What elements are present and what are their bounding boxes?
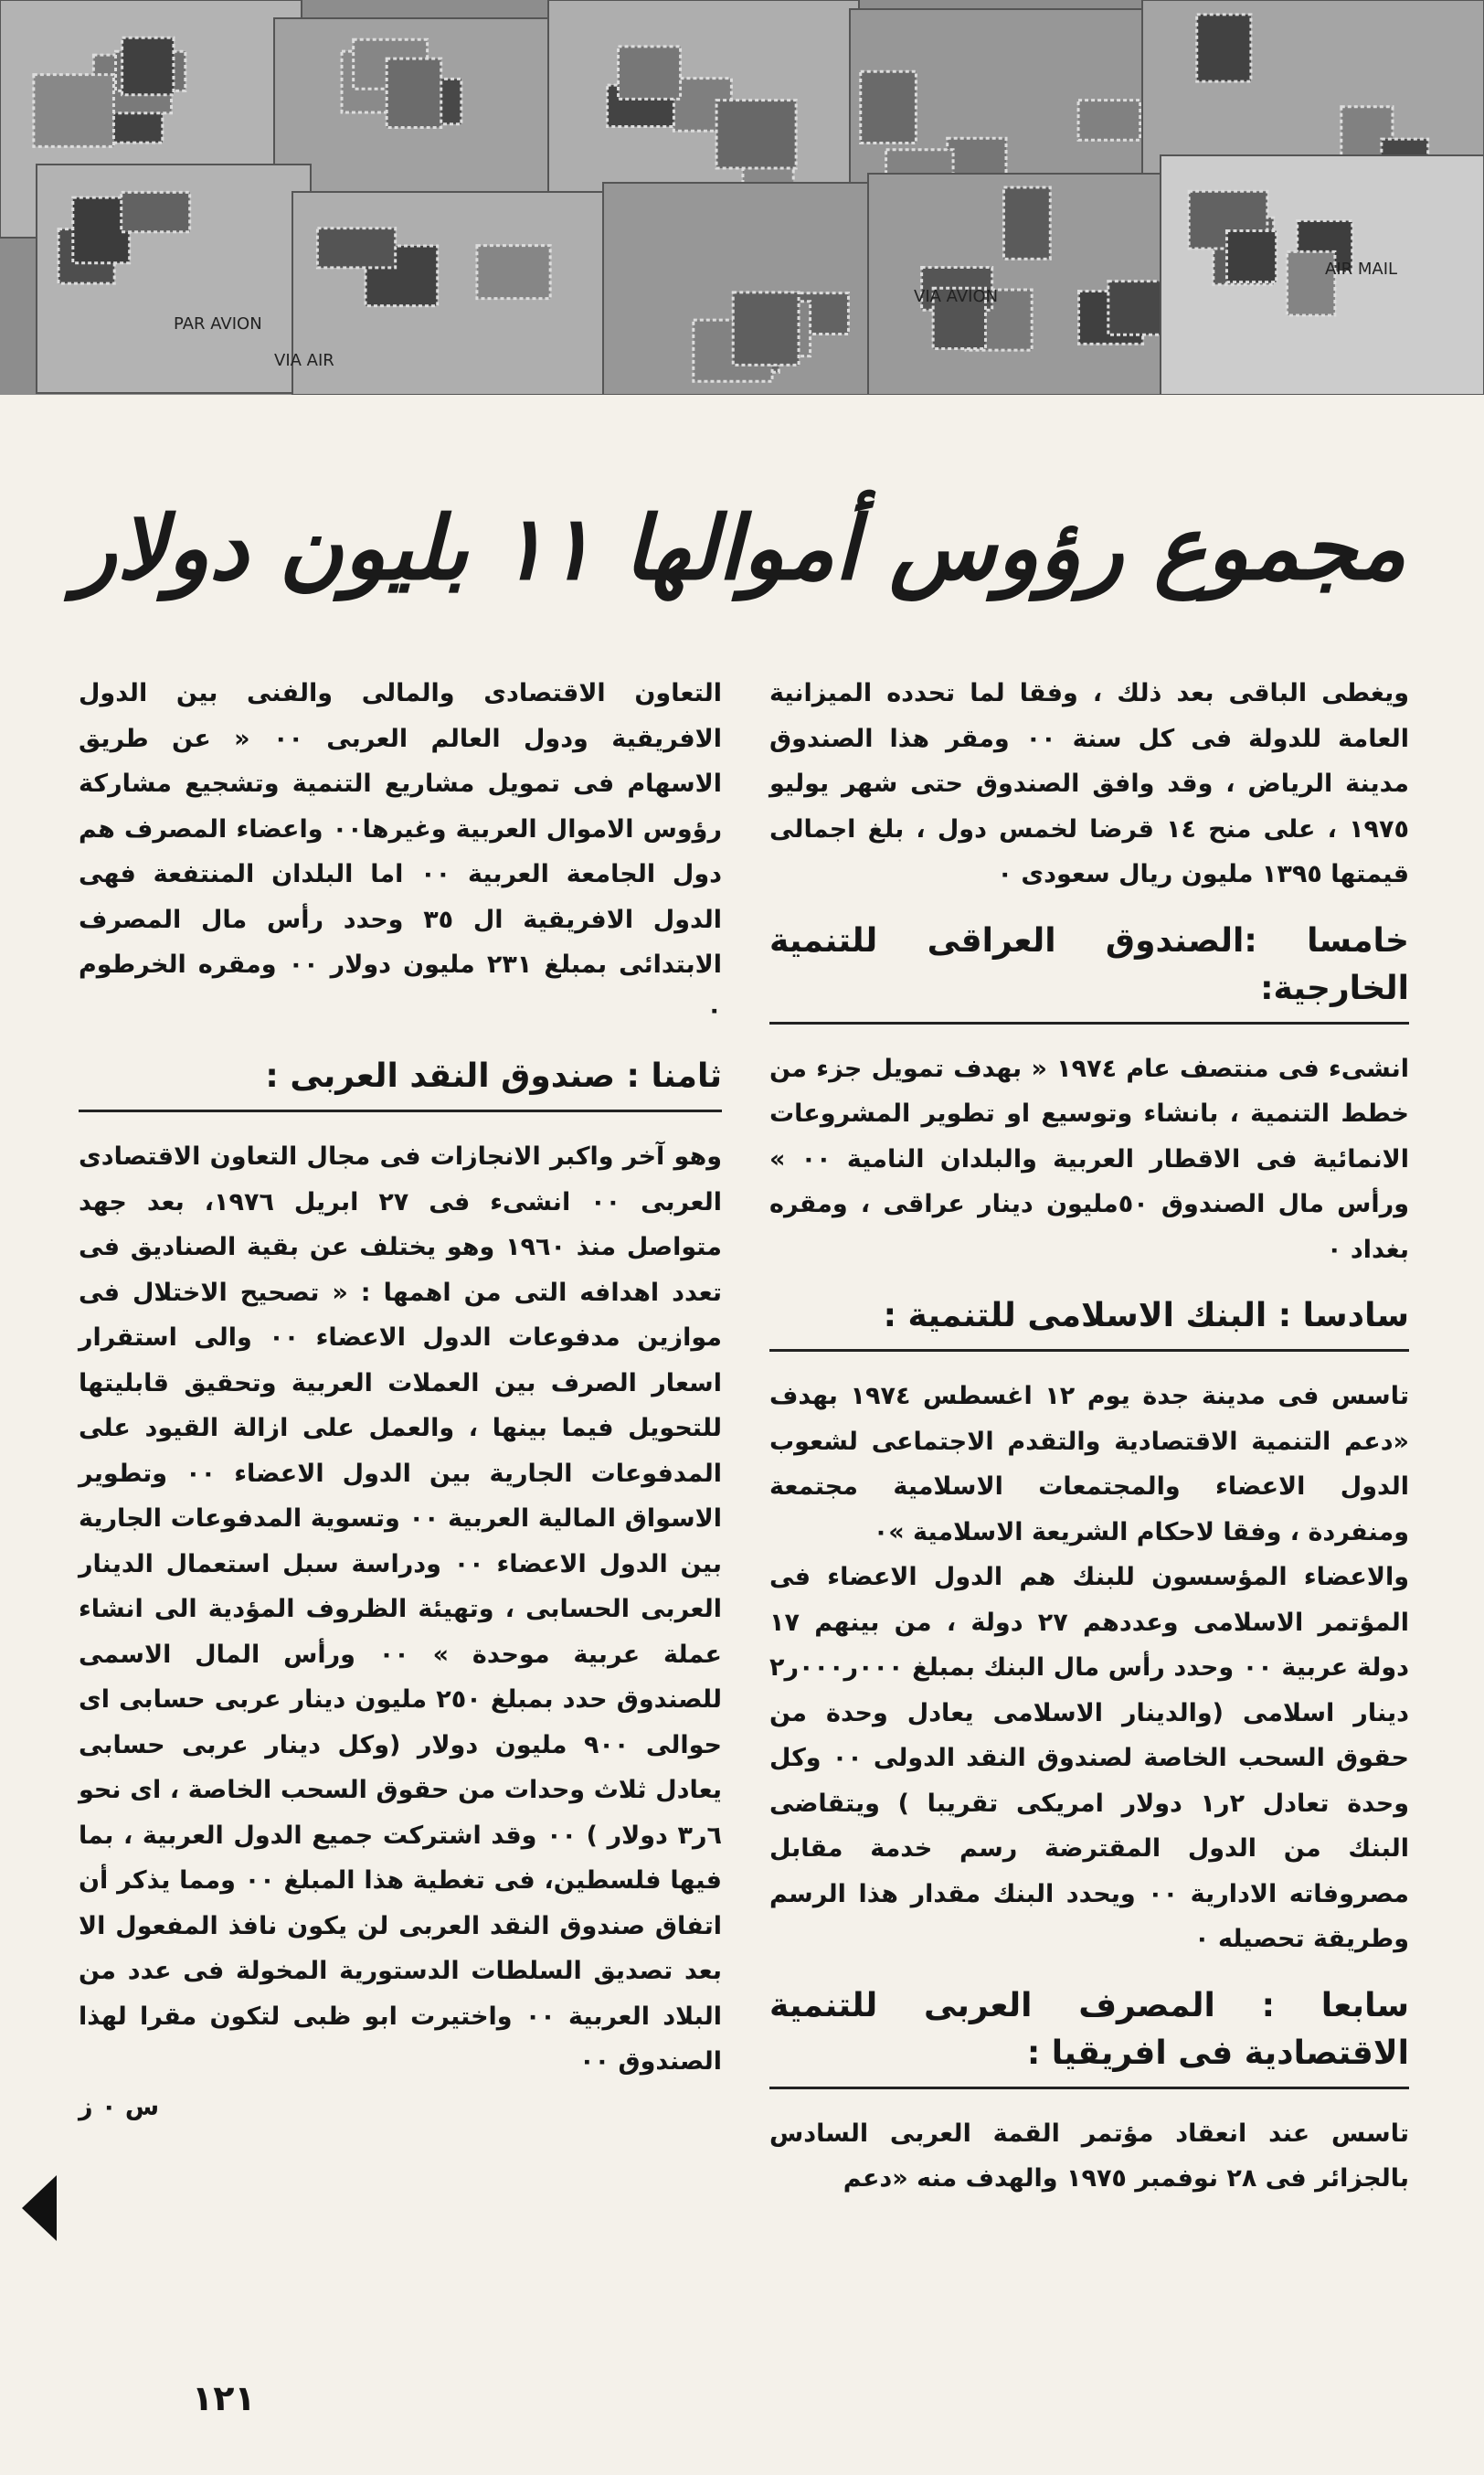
paragraph-fourth-fund-end: ويغطى الباقى بعد ذلك ، وفقا لما تحدده الميزانية العامة للدولة فى كل سنة ٠٠ ومقر هذا الصندوق مدينة الرياض ، وقد وافق الصندوق حتى شهر يوليو ١٩٧٥ ، على منح ١٤ قرضا لخمس دول ، بلغ اجمالى قيمتها ١٣٩٥ مليون ريال سعودى ٠ <box>769 679 1409 888</box>
stamp-icon <box>1197 15 1251 81</box>
left-arrow-icon[interactable] <box>22 2175 57 2241</box>
stamp-icon <box>1003 187 1050 259</box>
stamp-icon <box>1078 101 1140 141</box>
page-number: ١٢١ <box>192 2378 256 2418</box>
heading-islamic-bank: سادسا : البنك الاسلامى للتنمية : <box>769 1292 1409 1352</box>
stamp-icon <box>861 71 917 143</box>
heading-arab-bank-africa: سابعا : المصرف العربى للتنمية الاقتصادية فى افريقيا : <box>769 1982 1409 2089</box>
airmail-label: VIA AVION <box>914 287 999 306</box>
heading-iraqi-fund: خامسا :الصندوق العراقى للتنمية الخارجية: <box>769 918 1409 1025</box>
header-photo <box>0 0 1484 395</box>
stamp-icon <box>34 75 114 147</box>
paragraph-islamic-bank-2: والاعضاء المؤسسون للبنك هم الدول الاعضاء فى المؤتمر الاسلامى وعددهم ٢٧ دولة ، من بينهم ١٧ دولة عربية ٠٠ وحدد رأس مال البنك بمبلغ ٠٠٠ر٠٠٠ر٢ دينار اسلامى (والدينار الاسلامى يعادل وحدة من حقوق السحب الخاصة لصندوق النقد الدولى ٠٠ وكل وحدة تعادل ٢ر١ دولار امريكى تقريبا ) ويتقاضى البنك من الدول المقترضة رسم خدمة مقابل مصروفاته الادارية ٠٠ ويحدد البنك مقدار هذا الرسم وطريقة تحصيله ٠ <box>769 1563 1409 1953</box>
stamp-icon <box>317 228 395 268</box>
stamp-icon <box>1108 281 1168 335</box>
author-signature: س ٠ ز <box>79 2092 160 2121</box>
stamp-icon <box>122 37 174 94</box>
heading-arab-monetary-fund: ثامنا : صندوق النقد العربى : <box>79 1053 722 1112</box>
airmail-label: VIA AIR <box>274 351 334 370</box>
airmail-label: AIR MAIL <box>1325 260 1398 279</box>
stamp-icon <box>733 292 799 366</box>
left-column <box>79 671 722 2130</box>
stamp-icon <box>122 192 190 231</box>
article-title: مجموع رؤوس أموالها ١١ بليون دولار <box>74 497 1406 600</box>
right-column <box>769 671 1409 2202</box>
stamps-and-envelopes-image <box>0 0 1484 395</box>
paragraph-arab-bank-africa: تاسس عند انعقاد مؤتمر القمة العربى السادس بالجزائر فى ٢٨ نوفمبر ١٩٧٥ والهدف منه «دعم <box>769 2119 1409 2193</box>
paragraph-iraqi-fund: انشىء فى منتصف عام ١٩٧٤ « بهدف تمويل جزء من خطط التنمية ، بانشاء وتوسيع او تطوير المشروعات الانمائية فى الاقطار العربية والبلدان النامية ٠٠ » ورأس مال الصندوق ٥٠مليون دينار عراقى ، ومقره بغداد ٠ <box>769 1054 1409 1264</box>
stamp-icon <box>477 246 550 299</box>
airmail-label: PAR AVION <box>174 314 262 334</box>
stamp-icon <box>619 47 681 100</box>
stamp-icon <box>1226 230 1276 281</box>
stamp-icon <box>387 58 441 127</box>
paragraph-arab-monetary-fund: وهو آخر واكبر الانجازات فى مجال التعاون الاقتصادى العربى ٠٠ انشىء فى ٢٧ ابريل ١٩٧٦، بعد جهد متواصل منذ ١٩٦٠ وهو يختلف عن بقية الصناديق فى تعدد اهدافه التى من اهمها : « تصحيح الاختلال فى موازين مدفوعات الدول الاعضاء ٠٠ والى استقرار اسعار الصرف بين العملات العربية وتحقيق قابليتها للتحويل فيما بينها ، والعمل على ازالة القيود على المدفوعات الجارية بين الدول الاعضاء ٠٠ وتطوير الاسواق المالية العربية ٠٠ وتسوية المدفوعات الجارية بين الدول الاعضاء ٠٠ ودراسة سبل استعمال الدينار العربى الحسابى ، وتهيئة الظروف المؤدية الى انشاء عملة عربية موحدة » ٠٠ ورأس المال الاسمى للصندوق حدد بمبلغ ٢٥٠ مليون دينار عربى حسابى اى حوالى ٩٠٠ مليون دولار (وكل دينار عربى حسابى يعادل ثلاث وحدات من حقوق السحب الخاصة ، اى نحو ٦ر٣ دولار ) ٠٠ وقد اشتركت جميع الدول العربية ، بما فيها فلسطين، فى تغطية هذا المبلغ ٠٠ ومما يذكر أن اتفاق صندوق النقد العربى لن يكون نافذ المفعول الا بعد تصديق السلطات الدستورية المخولة فى عدد من البلاد العربية ٠٠ واختيرت ابو ظبى لتكون مقرا لهذا الصندوق ٠٠ <box>79 1142 723 2076</box>
stamp-icon <box>716 101 796 168</box>
paragraph-arab-bank-africa-cont: التعاون الاقتصادى والمالى والفنى بين الدول الافريقية ودول العالم العربى ٠٠ « عن طريق الاسهام فى تمويل مشاريع التنمية وتشجيع مشاركة رؤوس الاموال العربية وغيرها٠٠ واعضاء المصرف هم دول الجامعة العربية ٠٠ اما البلدان المنتفعة فهى الدول الافريقية ال ٣٥ وحدد رأس مال المصرف الابتدائى بمبلغ ٢٣١ مليون دولار ٠٠ ومقره الخرطوم ٠ <box>79 679 723 1025</box>
paragraph-islamic-bank-1: تاسس فى مدينة جدة يوم ١٢ اغسطس ١٩٧٤ بهدف «دعم التنمية الاقتصادية والتقدم الاجتماعى لشعوب الدول الاعضاء والمجتمعات الاسلامية مجتمعة ومنفردة ، وفقا لاحكام الشريعة الاسلامية »٠ <box>769 1382 1409 1546</box>
